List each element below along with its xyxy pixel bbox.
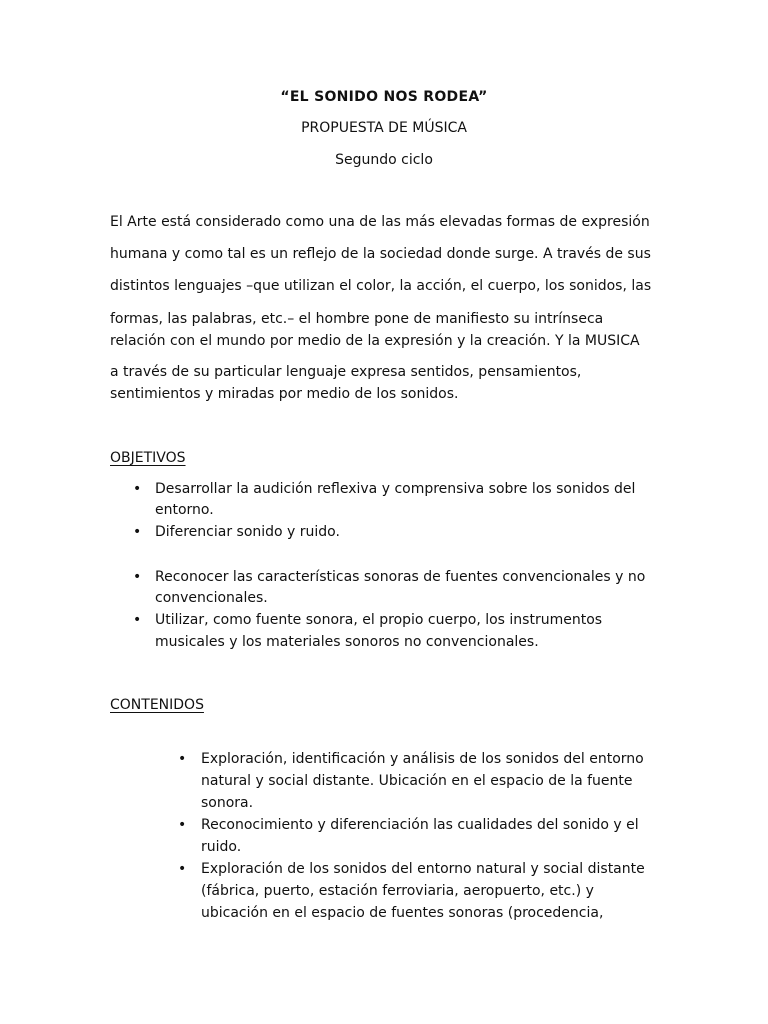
- objetivo-item-line: Diferenciar sonido y ruido.: [155, 524, 340, 540]
- bullet-icon: •: [133, 612, 142, 628]
- objetivo-item-line: convencionales.: [155, 590, 268, 606]
- bullet-icon: •: [178, 861, 187, 877]
- contenido-item-line: Exploración de los sonidos del entorno natural y social distante: [201, 861, 645, 877]
- intro-line: formas, las palabras, etc.– el hombre pone de manifiesto su intrínseca: [110, 311, 604, 327]
- contenidos-heading: CONTENIDOS: [110, 697, 204, 713]
- intro-line: El Arte está considerado como una de las más elevadas formas de expresión: [110, 214, 650, 230]
- intro-line: distintos lenguajes –que utilizan el color, la acción, el cuerpo, los sonidos, las: [110, 278, 652, 294]
- intro-line: humana y como tal es un reflejo de la sociedad donde surge. A través de sus: [110, 246, 651, 262]
- contenido-item-line: Reconocimiento y diferenciación las cualidades del sonido y el: [201, 817, 639, 833]
- bullet-icon: •: [133, 569, 142, 585]
- contenido-item-line: (fábrica, puerto, estación ferroviaria, aeropuerto, etc.) y: [201, 883, 594, 899]
- contenido-item-line: sonora.: [201, 795, 254, 811]
- contenido-item-line: ruido.: [201, 839, 242, 855]
- contenido-item-line: Exploración, identificación y análisis de los sonidos del entorno: [201, 751, 644, 767]
- objetivo-item-line: Desarrollar la audición reflexiva y comprensiva sobre los sonidos del: [155, 481, 636, 497]
- intro-line: sentimientos y miradas por medio de los sonidos.: [110, 386, 459, 402]
- intro-line: relación con el mundo por medio de la expresión y la creación. Y la MUSICA: [110, 333, 640, 349]
- contenido-item-line: natural y social distante. Ubicación en el espacio de la fuente: [201, 773, 633, 789]
- objetivo-item-line: entorno.: [155, 502, 214, 518]
- intro-line: a través de su particular lenguaje expresa sentidos, pensamientos,: [110, 364, 582, 380]
- objetivo-item-line: Utilizar, como fuente sonora, el propio cuerpo, los instrumentos: [155, 612, 603, 628]
- bullet-icon: •: [133, 481, 142, 497]
- contenido-item-line: ubicación en el espacio de fuentes sonoras (procedencia,: [201, 905, 604, 921]
- objetivos-heading: OBJETIVOS: [110, 450, 186, 466]
- bullet-icon: •: [178, 817, 187, 833]
- objetivo-item-line: Reconocer las características sonoras de fuentes convencionales y no: [155, 569, 646, 585]
- document-title: “EL SONIDO NOS RODEA”: [280, 89, 488, 105]
- bullet-icon: •: [178, 751, 187, 767]
- objetivo-item-line: musicales y los materiales sonoros no convencionales.: [155, 634, 539, 650]
- bullet-icon: •: [133, 524, 142, 540]
- document-subtitle: PROPUESTA DE MÚSICA: [301, 120, 467, 136]
- document-cycle: Segundo ciclo: [335, 152, 433, 168]
